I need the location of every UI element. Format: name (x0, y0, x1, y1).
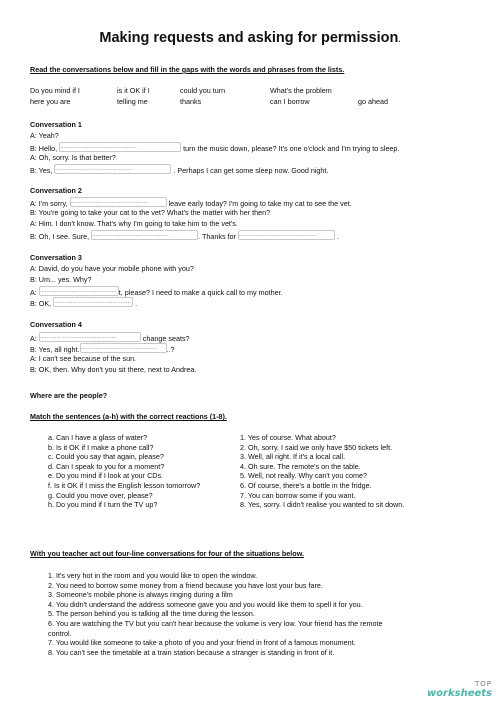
reaction-item: 5. Well, not really. Why can't you come? (240, 471, 367, 481)
conv2-line: B: You're going to take your cat to the vet? What's the matter with her then? (30, 208, 271, 217)
conv3-line-text: . (133, 299, 138, 308)
reaction-item: 2. Oh, sorry, I said we only have $50 tickets left. (240, 442, 393, 452)
gap-input[interactable]: .............................................. (70, 197, 167, 207)
situation-item: 8. You can't see the timetable at a train station because a stranger is standing in front of it. (48, 647, 335, 657)
conv2-line-text: A: I'm sorry, (30, 199, 70, 208)
word-list-item: here you are (30, 97, 71, 106)
reaction-item: 4. Oh sure. The remote's on the table. (240, 461, 361, 471)
gap-input[interactable]: .............................................. (59, 142, 181, 152)
word-list-item: could you turn (180, 86, 226, 95)
situation-item: 3. Someone's mobile phone is always ringing during a film (48, 590, 233, 600)
logo-top-text: TOP (474, 680, 492, 688)
situation-item: 4. You didn't understand the address someone gave you and you would like them to spell it for you. (48, 599, 363, 609)
situation-item: 6. You are watching the TV but you can't hear because the volume is very low. Your friend has the remote (48, 618, 383, 628)
instructions-act-out: With you teacher act out four-line conversations for four of the situations below. (30, 549, 305, 558)
conv1-line-text: B: Hello, (30, 144, 60, 153)
conv3-line-text: A: (30, 288, 39, 297)
word-list-item: What's the problem (270, 86, 332, 95)
word-list-item: Do you mind if I (30, 86, 80, 95)
sentence-item: f. Is it OK if I miss the English lesson tomorrow? (48, 480, 201, 490)
logo-bottom-text: worksheets (426, 688, 492, 699)
sentences-list (48, 433, 200, 510)
gap-input[interactable]: .............................................. (53, 297, 133, 307)
gap-input[interactable]: .............................................. (54, 164, 171, 174)
gap-input[interactable]: .............................................. (238, 230, 335, 240)
conv3-line-text: B: OK, (30, 299, 54, 308)
conv3-line: A: David, do you have your mobile phone with you? (30, 264, 194, 273)
situation-item: 1. It's very hot in the room and you would like to open the window. (48, 571, 258, 580)
conv3-line (30, 297, 137, 309)
word-list-item: can I borrow (270, 97, 310, 106)
conv4-line-text: A: (30, 334, 39, 343)
sentence-item: g. Could you move over, please? (48, 490, 153, 500)
question-where: Where are the people? (30, 391, 108, 400)
sentence-item: e. Do you mind if I look at your CDs. (48, 471, 164, 481)
conv3-line-text: t, please? I need to make a quick call to my mother. (118, 288, 283, 297)
gap-input[interactable]: .............................................. (80, 343, 167, 353)
reaction-item: 6. Of course, there's a bottle in the fridge. (240, 480, 372, 490)
conversation-2-title: Conversation 2 (30, 186, 82, 195)
conv1-line-text: turn the music down, please? It's one o'clock and I'm trying to sleep. (181, 144, 400, 153)
conv2-line-text: leave early today? I'm going to take my cat to see the vet. (166, 199, 352, 208)
situation-item: 5. The person behind you is talking all the time during the lesson. (48, 609, 255, 619)
situations-list (48, 571, 382, 657)
sentence-item: d. Can I speak to you for a moment? (48, 461, 165, 471)
conv4-line: A: I can't see because of the sun. (30, 354, 137, 363)
conv1-line: A: Oh, sorry. Is that better? (30, 153, 116, 162)
word-list-item: thanks (180, 97, 202, 106)
conv4-line: B: OK, then. Why don't you sit there, next to Andrea. (30, 365, 197, 374)
sentence-item: a. Can I have a glass of water? (48, 433, 148, 442)
situation-item: control. (48, 628, 72, 638)
topworksheets-logo (427, 680, 492, 699)
conv1-line (30, 164, 328, 176)
conv1-line-text: . Perhaps I can get some sleep now. Good night. (171, 166, 329, 175)
conv2-line (30, 230, 339, 242)
conv1-line: A: Yeah? (30, 131, 59, 140)
gap-input[interactable]: .............................................. (39, 286, 119, 296)
conv3-line: B: Um... yes. Why? (30, 275, 92, 284)
situation-item: 2. You need to borrow some money from a friend because you have lost your bus fare. (48, 580, 323, 590)
conv1-line-text: B: Yes, (30, 166, 55, 175)
conversation-1-title: Conversation 1 (30, 120, 82, 129)
reaction-item: 8. Yes, sorry. I didn't realise you wanted to sit down. (240, 500, 405, 510)
sentence-item: h. Do you mind if I turn the TV up? (48, 500, 158, 510)
reaction-item: 3. Well, all right. If it's a local call. (240, 452, 346, 462)
conv4-line-text: B: Yes, all right. (30, 345, 80, 354)
title-text: Making requests and asking for permission (99, 30, 399, 46)
instructions-fill-gaps: Read the conversations below and fill in the gaps with the words and phrases from the lists. (30, 65, 345, 74)
title-dot: . (398, 35, 401, 44)
conv2-line-text: . Thanks for (198, 232, 238, 241)
conv4-line-text: change seats? (140, 334, 190, 343)
situation-item: 7. You would like someone to take a photo of you and your friend in front of a famous monument. (48, 638, 356, 648)
sentence-item: b. Is it OK if I make a phone call? (48, 442, 154, 452)
reaction-item: 7. You can borrow some if you want. (240, 490, 356, 500)
reactions-list (240, 433, 404, 510)
word-list-item: telling me (117, 97, 148, 106)
sentence-item: c. Could you say that again, please? (48, 452, 164, 462)
conversation-3-title: Conversation 3 (30, 253, 82, 262)
conversation-4-title: Conversation 4 (30, 320, 82, 329)
conv2-line-text: . (334, 232, 339, 241)
gap-input[interactable]: .............................................. (91, 230, 198, 240)
word-list-item: is it OK if I (117, 86, 150, 95)
reaction-item: 1. Yes of course. What about? (240, 433, 336, 442)
instructions-match: Match the sentences (a-h) with the correct reactions (1-8). (30, 412, 227, 421)
conv4-line-text: ..? (166, 345, 175, 354)
gap-input[interactable]: .............................................. (39, 332, 141, 342)
page-title (0, 30, 500, 46)
conv2-line-text: B: Oh, I see. Sure, (30, 232, 92, 241)
word-list-item: go ahead (358, 97, 388, 106)
conv2-line: A: Him. I don't know. That's why I'm going to take him to the vet's. (30, 219, 238, 228)
